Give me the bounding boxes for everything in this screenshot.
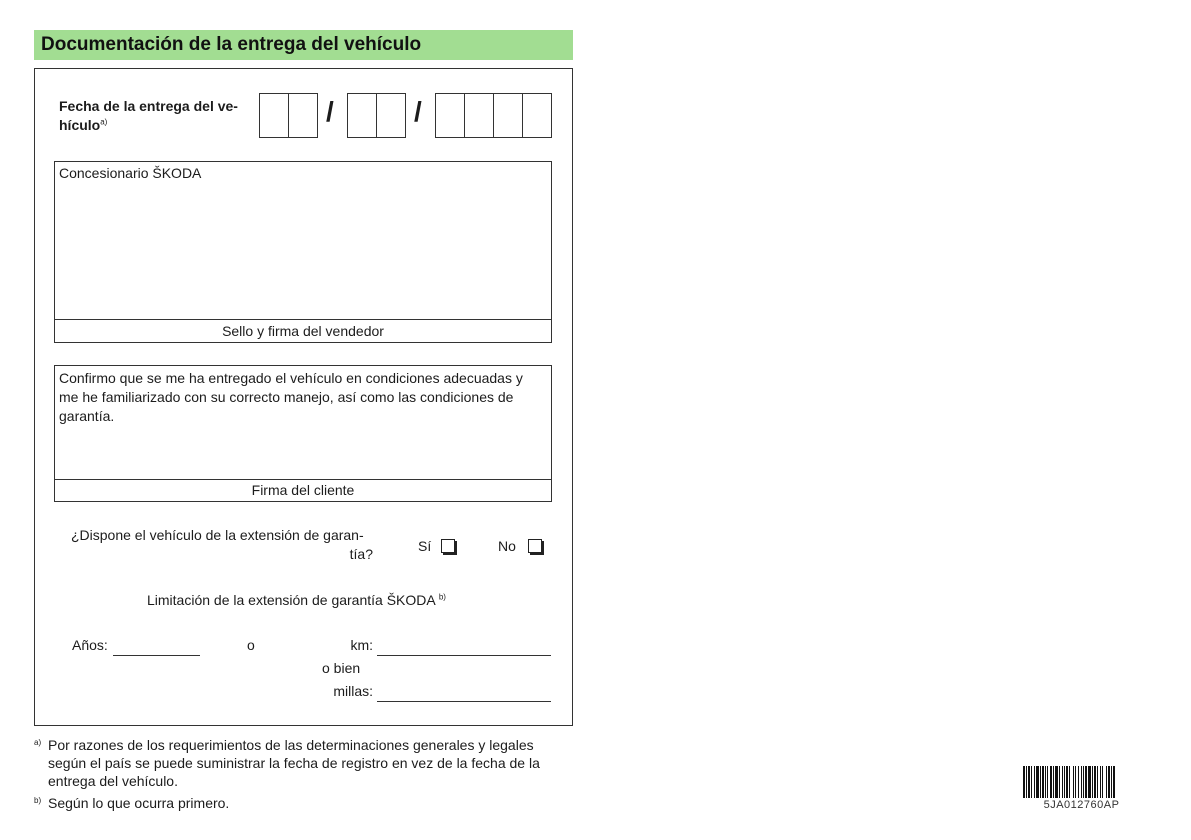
or-label: o	[247, 637, 255, 653]
date-separator: /	[326, 96, 334, 127]
customer-confirmation-panel[interactable]	[54, 365, 552, 502]
customer-signature-label: Firma del cliente	[55, 479, 551, 501]
year-digit-box[interactable]	[523, 94, 551, 137]
page-title: Documentación de la entrega del vehículo	[41, 34, 422, 55]
delivery-date-footnote-mark: a)	[100, 117, 108, 127]
day-input-group[interactable]	[259, 93, 318, 138]
seller-signature-label: Sello y firma del vendedor	[55, 319, 551, 342]
miles-label: millas:	[333, 683, 373, 699]
limitation-footnote-mark: b)	[438, 592, 446, 602]
km-label: km:	[350, 637, 373, 653]
km-input-line[interactable]	[377, 655, 551, 656]
month-digit-box[interactable]	[377, 94, 405, 137]
no-checkbox[interactable]	[528, 539, 542, 553]
barcode-number: 5JA012760AP	[1043, 799, 1120, 811]
dealer-stamp-panel[interactable]	[54, 161, 552, 343]
delivery-date-label-line1: Fecha de la entrega del ve-	[59, 98, 238, 114]
section-header	[34, 30, 573, 60]
date-separator: /	[414, 96, 422, 127]
year-digit-box[interactable]	[465, 94, 494, 137]
footnote-a-text: Por razones de los requerimientos de las determinaciones generales y legales según el país se puede suministrar la fecha de registro en vez de la fecha de la entrega del vehículo.	[48, 737, 540, 789]
warranty-extension-question	[71, 526, 373, 564]
customer-confirmation-text: Confirmo que se me ha entregado el vehículo en condiciones adecuadas y me he familiarizado con su correcto manejo, así como las condiciones de garantía.	[59, 370, 523, 424]
warranty-question-line1: ¿Dispone el vehículo de la extensión de garan-	[71, 527, 364, 543]
barcode-image	[1023, 766, 1140, 798]
years-input-line[interactable]	[113, 655, 200, 656]
year-input-group[interactable]	[435, 93, 552, 138]
delivery-date-label	[59, 97, 254, 135]
or-else-label: o bien	[322, 660, 361, 676]
warranty-question-line2: tía?	[349, 546, 373, 562]
dealer-panel-title: Concesionario ŠKODA	[59, 165, 202, 181]
warranty-limitation-title	[147, 591, 446, 610]
yes-checkbox[interactable]	[441, 539, 455, 553]
warranty-limitation-title-text: Limitación de la extensión de garantía ŠKODA	[147, 592, 435, 608]
month-input-group[interactable]	[347, 93, 406, 138]
no-label: No	[498, 538, 516, 554]
footnote-b-mark: b)	[34, 796, 42, 805]
day-digit-box[interactable]	[289, 94, 317, 137]
miles-input-line[interactable]	[377, 701, 551, 702]
delivery-date-label-line2: hículo	[59, 117, 101, 133]
footnote-a-mark: a)	[34, 738, 42, 747]
month-digit-box[interactable]	[348, 94, 377, 137]
year-digit-box[interactable]	[494, 94, 523, 137]
yes-label: Sí	[418, 538, 432, 554]
year-digit-box[interactable]	[436, 94, 465, 137]
footnote-b-text: Según lo que ocurra primero.	[48, 795, 230, 811]
years-label: Años:	[72, 637, 108, 653]
day-digit-box[interactable]	[260, 94, 289, 137]
